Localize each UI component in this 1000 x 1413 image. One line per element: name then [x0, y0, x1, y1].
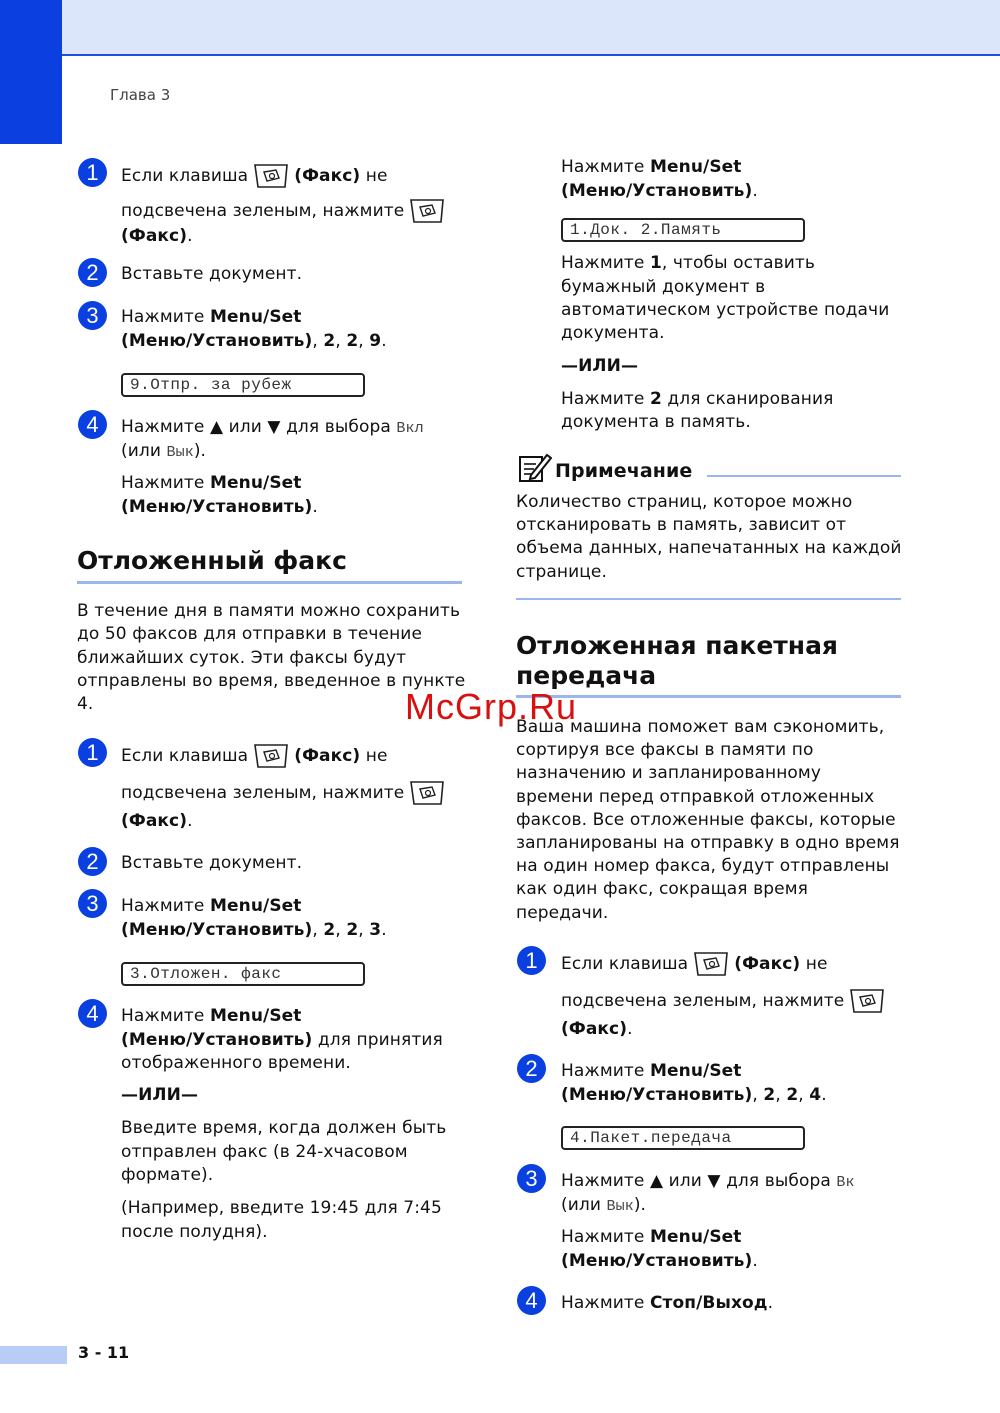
section-title: Отложенная пакетная [516, 631, 838, 660]
step-text: Введите время, когда должен быть [121, 1118, 447, 1138]
step-text: бумажный документ в [561, 277, 766, 297]
step-text: (Факс). [121, 811, 193, 831]
intro-line: запланированы на отправку в одно время [516, 833, 900, 853]
intro-line: времени перед отправкой отложенных [516, 787, 875, 807]
step-text: Если клавиша (Факс) не [121, 742, 461, 770]
corner-tab [0, 0, 62, 144]
step-number: 3 [78, 301, 107, 330]
step-text: документа в память. [561, 412, 751, 432]
step-number: 4 [78, 999, 107, 1028]
intro-line: В течение дня в памяти можно сохранить [77, 601, 461, 621]
step-text: отправлен факс (в 24-хчасовом [121, 1142, 408, 1162]
step-text: Нажмите Menu/Set [561, 1227, 742, 1247]
step-text: после полудня). [121, 1222, 268, 1242]
page-number: 3 - 11 [78, 1343, 130, 1362]
intro-line: 4. [77, 694, 94, 714]
step-text: (Факс). [121, 226, 193, 246]
intro-line: Ваша машина поможет вам сэкономить, [516, 717, 885, 737]
step-text: (или Вык). [561, 1195, 647, 1215]
step-text: подсвечена зеленым, нажмите [121, 197, 461, 225]
step-text: формате). [121, 1165, 214, 1185]
watermark: McGrp.Ru [405, 686, 578, 727]
lcd-display: 4.Пакет.передача [561, 1126, 805, 1150]
step-text: подсвечена зеленым, нажмите [121, 779, 461, 807]
section-title: передача [516, 661, 657, 690]
note-pencil-icon [518, 451, 552, 483]
lcd-display: 9.Отпр. за рубеж [121, 373, 365, 397]
step-number: 3 [78, 889, 107, 918]
step-text: (Меню/Установить). [561, 181, 758, 201]
step-text: Нажмите Menu/Set [561, 1061, 742, 1081]
intro-line: как один факс, сокращая время [516, 879, 808, 899]
step-text: (Меню/Установить), 2, 2, 9. [121, 331, 387, 351]
step-text: Нажмите Menu/Set [121, 1006, 302, 1026]
step-text: (Факс). [561, 1019, 633, 1039]
intro-line: назначению и запланированному [516, 763, 821, 783]
or-separator: —ИЛИ— [121, 1085, 199, 1105]
step-text: Вставьте документ. [121, 853, 303, 873]
step-number: 3 [517, 1164, 546, 1193]
section-title: Отложенный факс [77, 546, 347, 575]
note-title: Примечание [555, 460, 693, 482]
step-text: (Меню/Установить). [121, 497, 318, 517]
step-text: Если клавиша (Факс) не [561, 950, 901, 978]
step-number: 1 [78, 738, 107, 767]
step-text: Если клавиша (Факс) не [121, 162, 461, 190]
fax-key-icon [848, 987, 886, 1015]
step-text: Нажмите Menu/Set [121, 473, 302, 493]
step-text: отображенного времени. [121, 1053, 351, 1073]
step-number: 4 [78, 410, 107, 439]
step-text: автоматическом устройстве подачи [561, 300, 890, 320]
note-rule [707, 475, 901, 477]
note-line: объема данных, напечатанных на каждой [516, 538, 902, 558]
fax-key-icon [252, 742, 290, 770]
step-number: 2 [78, 258, 107, 287]
footer-band [0, 1346, 67, 1364]
step-text: Нажмите 1, чтобы оставить [561, 253, 816, 273]
step-text: Нажмите Menu/Set [561, 157, 742, 177]
header-band [62, 0, 1000, 56]
step-text: Нажмите Стоп/Выход. [561, 1293, 774, 1313]
step-text: (Например, введите 19:45 для 7:45 [121, 1198, 442, 1218]
intro-line: на один номер факса, будут отправлены [516, 856, 890, 876]
or-separator: —ИЛИ— [561, 356, 639, 376]
step-number: 1 [517, 946, 546, 975]
step-number: 4 [517, 1286, 546, 1315]
intro-line: ближайших суток. Эти факсы будут [77, 648, 407, 668]
fax-key-icon [692, 950, 730, 978]
step-text: (Меню/Установить), 2, 2, 4. [561, 1085, 827, 1105]
step-text: Нажмите Menu/Set [121, 307, 302, 327]
note-line: Количество страниц, которое можно [516, 492, 853, 512]
intro-line: сортируя все факсы в памяти по [516, 740, 814, 760]
step-text: Нажмите ▲ или ▼ для выбора Вкл [121, 417, 424, 437]
note-bottom-rule [516, 598, 901, 600]
intro-line: передачи. [516, 903, 609, 923]
intro-line: факсов. Все отложенные факсы, которые [516, 810, 896, 830]
intro-line: до 50 факсов для отправки в течение [77, 624, 423, 644]
step-text: Нажмите 2 для сканирования [561, 389, 834, 409]
step-number: 1 [78, 158, 107, 187]
step-text: Нажмите ▲ или ▼ для выбора Вк [561, 1171, 855, 1191]
step-text: (или Вык). [121, 441, 207, 461]
step-text: Нажмите Menu/Set [121, 896, 302, 916]
fax-key-icon [408, 197, 446, 225]
fax-key-icon [252, 162, 290, 190]
step-text: (Меню/Установить). [561, 1251, 758, 1271]
lcd-display: 1.Док. 2.Память [561, 218, 805, 242]
note-line: отсканировать в память, зависит от [516, 515, 847, 535]
fax-key-icon [408, 779, 446, 807]
step-text: Вставьте документ. [121, 264, 303, 284]
step-text: подсвечена зеленым, нажмите [561, 987, 901, 1015]
step-text: (Меню/Установить) для принятия [121, 1030, 443, 1050]
section-rule [77, 581, 462, 584]
step-text: документа. [561, 323, 665, 343]
note-line: странице. [516, 562, 607, 582]
step-number: 2 [517, 1054, 546, 1083]
chapter-label: Глава 3 [110, 86, 171, 104]
step-text: (Меню/Установить), 2, 2, 3. [121, 920, 387, 940]
lcd-display: 3.Отложен. факс [121, 962, 365, 986]
intro-line: отправлены во время, введенное в пункте [77, 671, 466, 691]
step-number: 2 [78, 847, 107, 876]
